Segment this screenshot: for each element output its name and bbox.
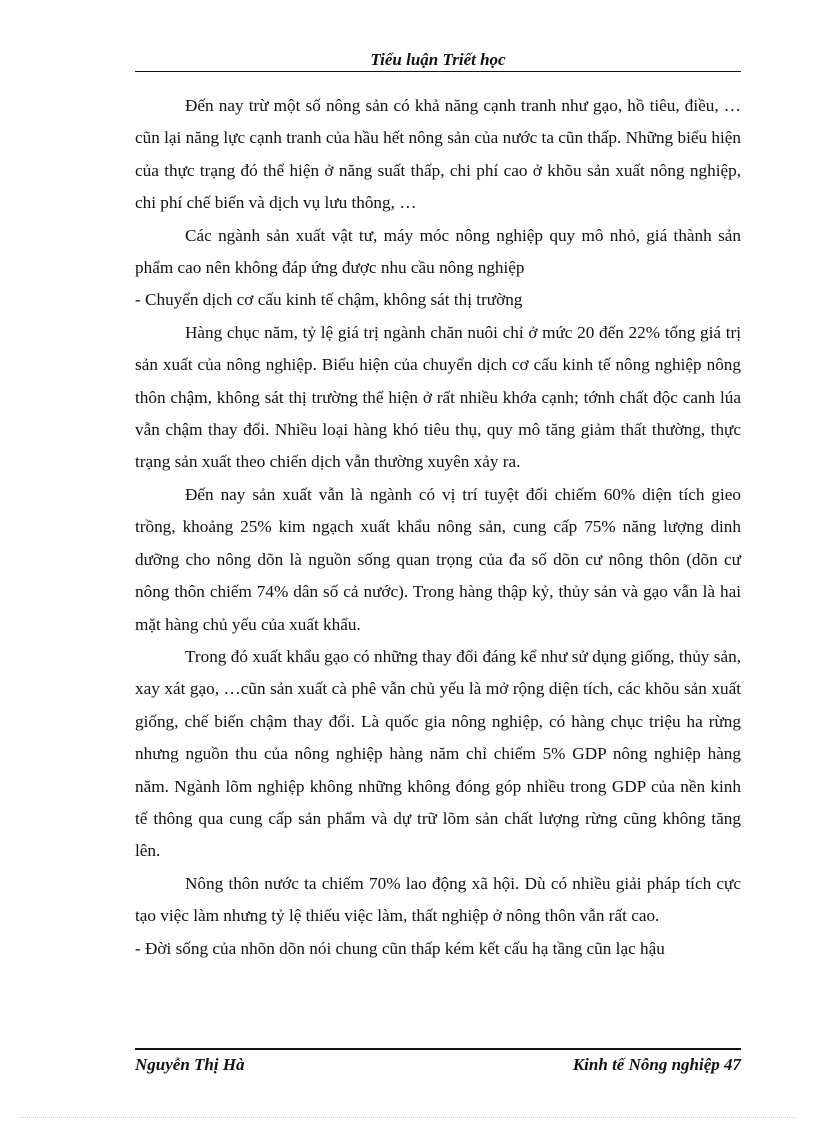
bullet-living-standards: - Đời sống của nhõn dõn nói chung cũn thấp kém kết cấu hạ tầng cũn lạc hậu (135, 938, 665, 958)
paragraph-rural-labor: Nông thôn nước ta chiếm 70% lao động xã hội. Dù có nhiều giải pháp tích cực tạo việc làm nhưng tỷ lệ thiếu việc làm, thất nghiệp ở nông thôn vẫn rất cao. (135, 873, 741, 926)
paragraph-materials-machinery: Các ngành sản xuất vật tư, máy móc nông nghiệp quy mô nhỏ, giá thành sản phẩm cao nên không đáp ứng được nhu cầu nông nghiệp (135, 225, 741, 278)
bullet-slow-restructuring: - Chuyển dịch cơ cấu kinh tế chậm, không sát thị trường (135, 290, 523, 310)
paragraph-livestock-share: Hàng chục năm, tỷ lệ giá trị ngành chăn nuôi chỉ ở mức 20 đến 22% tổng giá trị sản xuất của nông nghiệp. Biểu hiện của chuyển dịch cơ cấu kinh tế nông nghiệp nông thôn chậm, không sát thị trường thể hiện ở rất nhiều khớa cạnh; tớnh chất độc canh lúa vẫn chậm thay đổi. Nhiều loại hàng khó tiêu thụ, quy mô tăng giảm thất thường, thực trạng sản xuất theo chiến dịch vẫn thường xuyên xảy ra. (135, 322, 741, 472)
footer-course: Kinh tế Nông nghiệp 47 (572, 1055, 741, 1074)
paragraph-production-role: Đến nay sản xuất vẫn là ngành có vị trí tuyệt đối chiếm 60% diện tích gieo trồng, khoảng 25% kim ngạch xuất khẩu nông sản, cung cấp 75% năng lượng dinh dưỡng cho nông dõn là nguồn sống quan trọng của đa số dõn cư nông thôn (dõn cư nông thôn chiếm 74% dân số cả nước). Trong hàng thập kỷ, thủy sản và gạo vẫn là hai mặt hàng chủ yếu của xuất khẩu. (135, 484, 741, 634)
footer-author: Nguyễn Thị Hà (135, 1055, 245, 1074)
page-header-title: Tiểu luận Triết học (370, 50, 506, 69)
page-bottom-edge (20, 1117, 796, 1118)
paragraph-rice-export: Trong đó xuất khẩu gạo có những thay đổi đáng kể như sử dụng giống, thủy sản, xay xát gạo, …cũn sản xuất cà phê vẫn chủ yếu là mở rộng diện tích, các khõu sản xuất giống, chế biến chậm thay đổi. Là quốc gia nông nghiệp, có hàng chục triệu ha rừng nhưng nguồn thu của nông nghiệp hàng năm chỉ chiếm 5% GDP nông nghiệp hàng năm. Ngành lõm nghiệp không những không đóng góp nhiều trong GDP của nền kinh tế thông qua cung cấp sản phẩm và dự trữ lõm sản chất lượng rừng cũng không tăng lên. (135, 646, 741, 861)
footer-divider (135, 1048, 741, 1050)
header-divider (135, 71, 741, 72)
page-footer (135, 1054, 741, 1076)
document-body (135, 90, 741, 965)
paragraph-competitiveness: Đến nay trừ một số nông sản có khả năng cạnh tranh như gạo, hồ tiêu, điều, …cũn lại năng lực cạnh tranh của hầu hết nông sản của nước ta cũn thấp. Những biểu hiện của thực trạng đó thể hiện ở năng suất thấp, chi phí cao ở khõu sản xuất nông nghiệp, chi phí chế biến và dịch vụ lưu thông, … (135, 96, 741, 213)
